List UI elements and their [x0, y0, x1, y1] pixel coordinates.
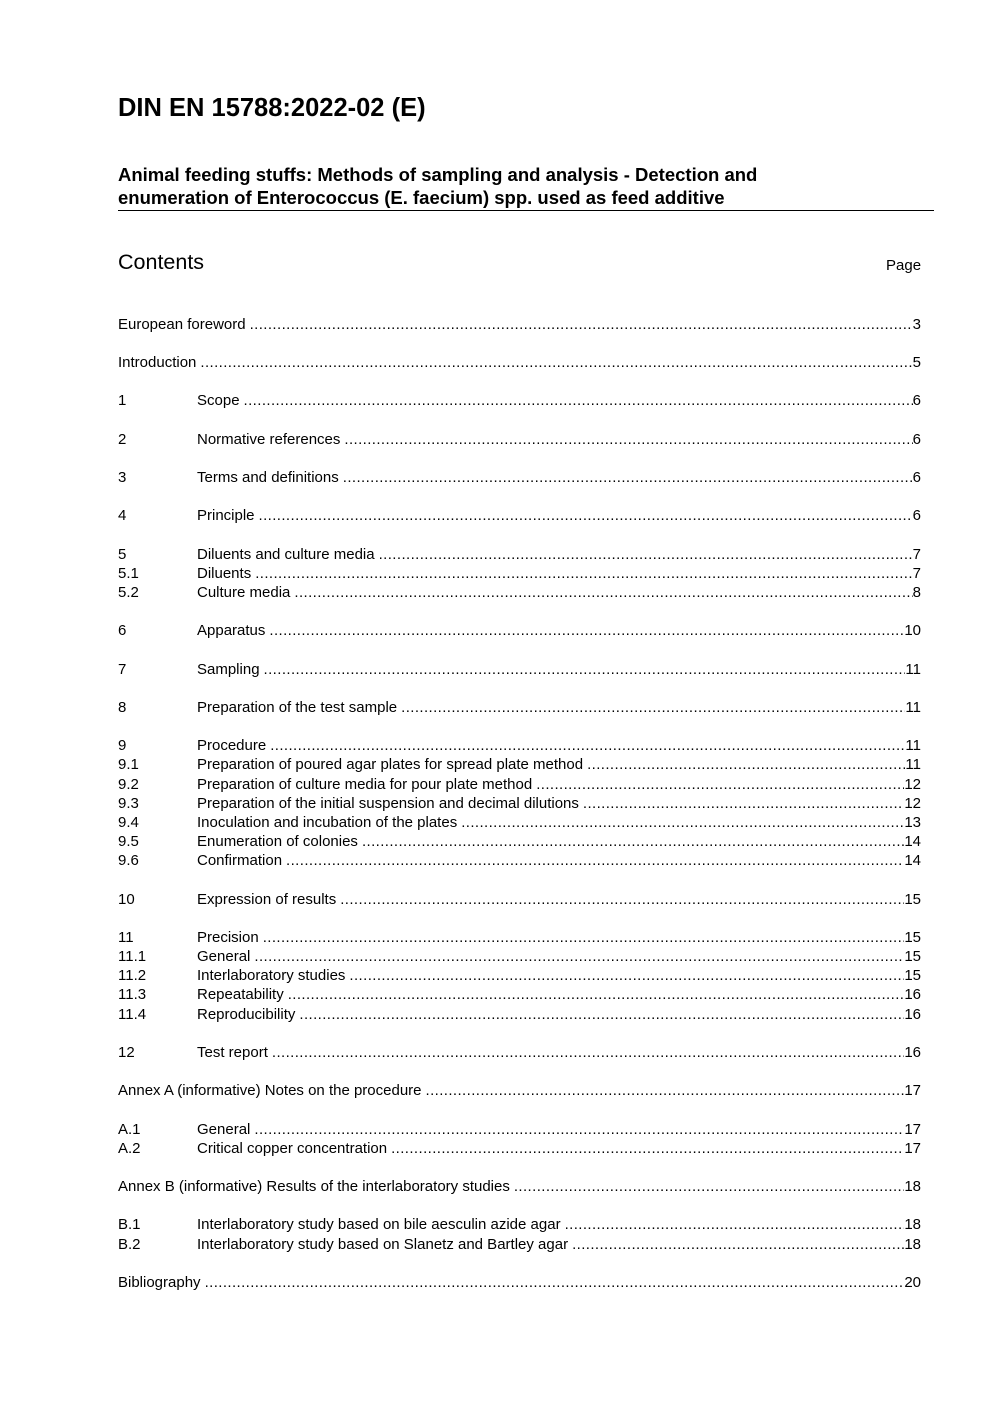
- toc-entry[interactable]: [118, 736, 921, 755]
- toc-entry-number: 11.3: [118, 986, 147, 1003]
- toc-dot-leader: [254, 1120, 904, 1139]
- toc-entry[interactable]: [118, 583, 921, 602]
- toc-entry-title: Introduction: [118, 354, 197, 371]
- toc-entry-page: 6: [912, 392, 921, 409]
- toc-entry-title: Preparation of the initial suspension and decimal dilutions: [197, 795, 579, 812]
- toc-dot-leader: [349, 966, 904, 985]
- toc-entry-page: 16: [904, 1044, 921, 1061]
- toc-entry[interactable]: [118, 775, 921, 794]
- toc-entry-title: Expression of results: [197, 891, 337, 908]
- toc-entry-number: A.1: [118, 1121, 141, 1138]
- toc-dot-leader: [294, 583, 912, 602]
- toc-entry-page: 11: [905, 699, 921, 716]
- toc-entry-title: Annex B (informative) Results of the interlaboratory studies: [118, 1178, 510, 1195]
- toc-dot-leader: [288, 985, 905, 1004]
- toc-dot-leader: [340, 890, 904, 909]
- toc-dot-leader: [391, 1139, 904, 1158]
- toc-entry-page: 15: [904, 967, 921, 984]
- toc-dot-leader: [270, 736, 905, 755]
- toc-entry-title: Preparation of poured agar plates for spread plate method: [197, 756, 584, 773]
- toc-entry[interactable]: [118, 794, 921, 813]
- document-title-line-1: Animal feeding stuffs: Methods of sampling and analysis - Detection and: [118, 164, 758, 185]
- toc-entry[interactable]: [118, 391, 921, 410]
- toc-entry-number: 9.3: [118, 795, 139, 812]
- toc-entry[interactable]: [118, 1215, 921, 1234]
- toc-dot-leader: [572, 1235, 904, 1254]
- toc-entry-page: 6: [912, 431, 921, 448]
- toc-dot-leader: [587, 755, 905, 774]
- toc-entry-page: 12: [904, 776, 921, 793]
- toc-dot-leader: [263, 928, 905, 947]
- toc-entry-number: 11.2: [118, 967, 147, 984]
- toc-entry[interactable]: [118, 985, 921, 1004]
- toc-entry-title: Sampling: [197, 661, 260, 678]
- toc-entry-page: 7: [912, 546, 921, 563]
- toc-entry-number: 10: [118, 891, 135, 908]
- toc-entry[interactable]: [118, 660, 921, 679]
- toc-entry-title: Scope: [197, 392, 240, 409]
- toc-entry-number: 8: [118, 699, 127, 716]
- toc-entry-number: 9.2: [118, 776, 139, 793]
- toc-entry-page: 15: [904, 891, 921, 908]
- toc-entry-page: 17: [904, 1121, 921, 1138]
- toc-entry-title: Principle: [197, 507, 255, 524]
- toc-entry-title: Test report: [197, 1044, 268, 1061]
- toc-entry-page: 20: [904, 1274, 921, 1291]
- toc-entry[interactable]: [118, 813, 921, 832]
- toc-entry[interactable]: [118, 430, 921, 449]
- document-title-line-2: enumeration of Enterococcus (E. faecium) spp. used as feed additive: [118, 187, 725, 208]
- toc-entry[interactable]: [118, 890, 921, 909]
- toc-entry[interactable]: [118, 851, 921, 870]
- toc-entry-title: Normative references: [197, 431, 341, 448]
- toc-entry-page: 17: [904, 1082, 921, 1099]
- toc-dot-leader: [565, 1215, 905, 1234]
- toc-entry-title: Diluents and culture media: [197, 546, 375, 563]
- toc-entry-page: 6: [912, 469, 921, 486]
- toc-entry-title: European foreword: [118, 316, 246, 333]
- toc-dot-leader: [426, 1081, 905, 1100]
- toc-entry-title: Apparatus: [197, 622, 266, 639]
- toc-entry-page: 3: [912, 316, 921, 333]
- toc-entry-title: Confirmation: [197, 852, 283, 869]
- toc-entry-number: 2: [118, 431, 127, 448]
- toc-dot-leader: [286, 851, 904, 870]
- toc-entry-number: 9.1: [118, 756, 139, 773]
- toc-entry-number: 7: [118, 661, 127, 678]
- toc-entry-title: Interlaboratory studies: [197, 967, 346, 984]
- toc-dot-leader: [583, 794, 904, 813]
- toc-entry-title: Bibliography: [118, 1274, 201, 1291]
- toc-entry-title: Enumeration of colonies: [197, 833, 358, 850]
- page-column-heading: Page: [886, 257, 922, 274]
- toc-dot-leader: [299, 1005, 904, 1024]
- toc-entry-page: 10: [904, 622, 921, 639]
- toc-entry[interactable]: [118, 1120, 921, 1139]
- toc-entry-title: General: [197, 1121, 251, 1138]
- toc-entry[interactable]: [118, 545, 921, 564]
- toc-entry-page: 18: [904, 1216, 921, 1233]
- toc-entry[interactable]: [118, 755, 921, 774]
- toc-entry-title: Repeatability: [197, 986, 284, 1003]
- toc-entry-title: Culture media: [197, 584, 291, 601]
- toc-entry[interactable]: [118, 947, 921, 966]
- toc-entry-number: 5: [118, 546, 127, 563]
- toc-entry-page: 11: [905, 661, 921, 678]
- toc-entry-title: Interlaboratory study based on bile aesculin azide agar: [197, 1216, 561, 1233]
- toc-entry-number: 9.5: [118, 833, 139, 850]
- toc-entry-page: 8: [912, 584, 921, 601]
- toc-entry-number: 11: [118, 929, 134, 946]
- toc-entry-page: 11: [905, 756, 921, 773]
- toc-entry[interactable]: [118, 1081, 921, 1100]
- toc-entry[interactable]: [118, 1043, 921, 1062]
- toc-entry-title: Interlaboratory study based on Slanetz and Bartley agar: [197, 1236, 569, 1253]
- toc-dot-leader: [344, 430, 912, 449]
- toc-entry-page: 15: [904, 929, 921, 946]
- toc-dot-leader: [536, 775, 904, 794]
- toc-entry[interactable]: [118, 353, 921, 372]
- toc-entry-title: Procedure: [197, 737, 267, 754]
- toc-entry[interactable]: [118, 966, 921, 985]
- toc-entry-number: B.2: [118, 1236, 141, 1253]
- toc-entry-number: B.1: [118, 1216, 141, 1233]
- toc-dot-leader: [255, 564, 912, 583]
- toc-entry-title: General: [197, 948, 251, 965]
- toc-entry[interactable]: [118, 1235, 921, 1254]
- toc-entry-number: 5.1: [118, 565, 139, 582]
- toc-entry[interactable]: [118, 832, 921, 851]
- toc-dot-leader: [205, 1273, 905, 1292]
- toc-entry-number: 1: [118, 392, 127, 409]
- toc-entry[interactable]: [118, 928, 921, 947]
- toc-entry-page: 7: [912, 565, 921, 582]
- toc-entry-number: 9.4: [118, 814, 139, 831]
- toc-dot-leader: [461, 813, 904, 832]
- toc-entry[interactable]: [118, 506, 921, 525]
- toc-entry-page: 13: [904, 814, 921, 831]
- toc-entry-title: Preparation of the test sample: [197, 699, 398, 716]
- toc-entry[interactable]: [118, 1005, 921, 1024]
- toc-entry-number: 5.2: [118, 584, 139, 601]
- toc-entry-title: Precision: [197, 929, 259, 946]
- toc-entry[interactable]: [118, 1139, 921, 1158]
- toc-entry-number: 6: [118, 622, 127, 639]
- toc-entry-number: 9.6: [118, 852, 139, 869]
- title-divider: [118, 210, 934, 211]
- toc-dot-leader: [379, 545, 913, 564]
- toc-entry[interactable]: [118, 621, 921, 640]
- toc-entry-title: Terms and definitions: [197, 469, 339, 486]
- toc-entry-number: 12: [118, 1044, 135, 1061]
- toc-entry-page: 15: [904, 948, 921, 965]
- document-title: [118, 163, 934, 209]
- toc-dot-leader: [264, 660, 906, 679]
- toc-entry-page: 5: [912, 354, 921, 371]
- toc-entry-number: 11.4: [118, 1006, 147, 1023]
- toc-entry-title: Diluents: [197, 565, 252, 582]
- toc-entry[interactable]: [118, 1177, 921, 1196]
- document-number: DIN EN 15788:2022-02 (E): [118, 94, 426, 122]
- toc-entry-number: 11.1: [118, 948, 147, 965]
- toc-entry[interactable]: [118, 468, 921, 487]
- toc-entry-page: 16: [904, 1006, 921, 1023]
- toc-dot-leader: [259, 506, 913, 525]
- toc-entry-page: 16: [904, 986, 921, 1003]
- toc-dot-leader: [244, 391, 913, 410]
- toc-entry-number: 3: [118, 469, 127, 486]
- toc-entry[interactable]: [118, 698, 921, 717]
- toc-dot-leader: [514, 1177, 904, 1196]
- toc-dot-leader: [250, 315, 913, 334]
- toc-entry[interactable]: [118, 1273, 921, 1292]
- toc-entry-title: Reproducibility: [197, 1006, 296, 1023]
- toc-entry[interactable]: [118, 564, 921, 583]
- toc-entry-title: Critical copper concentration: [197, 1140, 388, 1157]
- toc-dot-leader: [200, 353, 912, 372]
- toc-entry-title: Inoculation and incubation of the plates: [197, 814, 458, 831]
- toc-entry-page: 18: [904, 1178, 921, 1195]
- toc-dot-leader: [272, 1043, 904, 1062]
- toc-dot-leader: [254, 947, 904, 966]
- toc-dot-leader: [401, 698, 905, 717]
- toc-entry-page: 11: [905, 737, 921, 754]
- toc-entry-page: 6: [912, 507, 921, 524]
- toc-entry-page: 17: [904, 1140, 921, 1157]
- toc-entry-page: 14: [904, 852, 921, 869]
- toc-entry[interactable]: [118, 315, 921, 334]
- toc-entry-title: Preparation of culture media for pour plate method: [197, 776, 533, 793]
- toc-entry-title: Annex A (informative) Notes on the procedure: [118, 1082, 422, 1099]
- toc-entry-number: 9: [118, 737, 127, 754]
- toc-entry-number: 4: [118, 507, 127, 524]
- toc-dot-leader: [362, 832, 904, 851]
- toc-entry-number: A.2: [118, 1140, 141, 1157]
- contents-heading: Contents: [118, 250, 205, 274]
- toc-dot-leader: [269, 621, 904, 640]
- toc-entry-page: 18: [904, 1236, 921, 1253]
- toc-dot-leader: [343, 468, 913, 487]
- toc-entry-page: 14: [904, 833, 921, 850]
- toc-entry-page: 12: [904, 795, 921, 812]
